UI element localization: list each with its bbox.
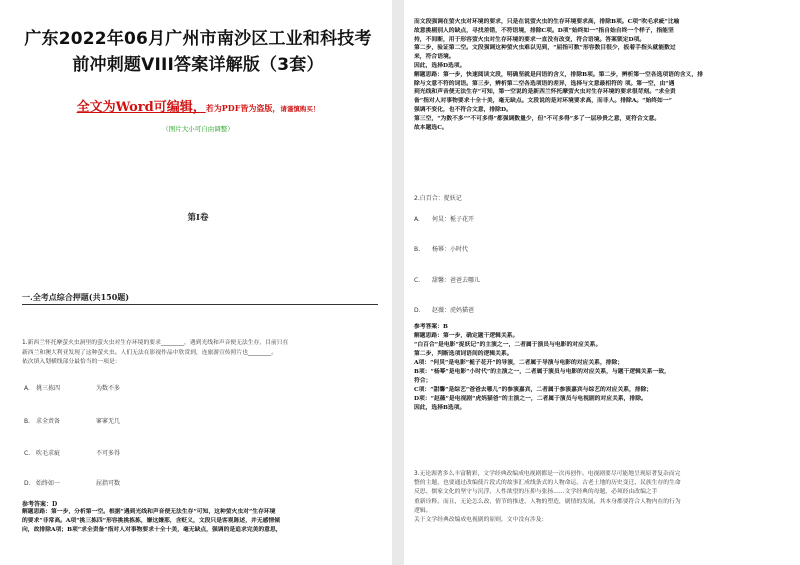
option-letter: D. <box>414 307 421 314</box>
answer-explanation <box>22 508 384 536</box>
section-heading: 一.全考点综合押题(共150题) <box>22 292 130 302</box>
option-a <box>24 383 120 392</box>
question-line: 关于文学经典改编成电视剧的原则，文中没有涉及： <box>414 517 548 524</box>
explanation-line: 而文段强调在萤火虫对环境的要求，只是在说萤火虫的生存环境要求高，排除B项。C项“吹毛求疵”比喻 <box>414 19 680 25</box>
promo-mid: 若为PDF皆为盗版， <box>205 103 281 113</box>
option-text: 杨幂：小时代 <box>432 246 469 253</box>
explanation-line: C项：“甜馨”是综艺“爸爸去哪儿”的参演嘉宾，二者属于参演嘉宾与综艺的对应关系，排除； <box>414 387 653 393</box>
question-line: 1.新西兰怀托摩萤火虫洞里的萤火虫对生存环境的要求________，遇到光线和声音便无法生存，目前只在 <box>22 340 289 346</box>
explanation-line: 符合； <box>414 378 432 384</box>
left-page <box>0 0 392 565</box>
answer-explanation-2 <box>414 323 790 413</box>
option-word: 不可多得 <box>96 450 121 457</box>
explanation-line: 除与文意不符的词语。第三步，辨析第二空各选项语的差异，选择与文意最相符的 项。第一空，由“遇 <box>414 80 675 87</box>
explanation-line: 故意挑剔别人的缺点，寻找差错，不符语境，排除C项。D项“始终如一”指自始自终一个样子，指能坚 <box>414 27 674 34</box>
question-2: 2.白百合：捉妖记 <box>414 195 462 202</box>
question-line: 依次填入划横线部分最恰当的一项是： <box>22 359 121 365</box>
option-c <box>24 448 120 457</box>
option-letter: C. <box>24 450 31 457</box>
question-line: 重新诠释。而且，无论怎么改，情节的推进、人物的塑造，剧情的发展，其本身都要符合人物内在的行为 <box>414 498 681 505</box>
question-line: 整的主题，也要通过改编使片段式的故事汇成线条式的人物命运。古老土地的历史变迁、民族生存的生命 <box>414 480 681 487</box>
option-text: 吹毛求疵 <box>36 450 61 457</box>
explanation-line: 到光线和声音便无法生存”可知，第一空说的是新西兰怀托摩萤火虫对生存环境的要求很苛刻。“求全责 <box>414 89 676 96</box>
page-title <box>8 26 388 78</box>
question-line: 反思、儒家文化的坚守与沉浮、人性欲望的压抑与张扬……文学经典的母题，必须经由改编之手 <box>414 489 658 496</box>
option-text: 甜馨：爸爸去哪儿 <box>432 277 481 284</box>
explanation-line: 持，不间断，用于形容萤火虫对生存环境的要求一直没有改变，符合语境。答案锁定D项。 <box>414 36 646 43</box>
explanation-line: 第三空，“为数不多”“不可多得”都强调数量少，但“不可多得”多了一层珍贵之意，更符合文意。 <box>414 115 661 122</box>
explanation-line: 因此，选择B选项。 <box>414 405 466 411</box>
option-text: 求全责备 <box>36 418 61 425</box>
option-c <box>414 275 480 284</box>
explanation-line: A项：“何炅”是电影“栀子花开”的导演，二者属于导演与电影的对应关系，排除； <box>414 360 624 366</box>
option-b <box>414 244 468 253</box>
question-line: 3.无论源著多么丰富精彩，文学经典改编成电视剧都是一次再创作。电视剧要尽可能地呈现原著复杂而完 <box>414 471 681 477</box>
option-a <box>414 214 474 223</box>
image-note: （图片大小可自由调整） <box>162 125 234 133</box>
promo-banner <box>8 96 388 115</box>
question-line: 新西兰和澳大利亚发现了这种萤火虫。人们无法在影视作品中欣赏到，连旅游宣传照片也________。 <box>22 349 278 356</box>
option-letter: D. <box>24 480 31 487</box>
explanation-line: D项：“赵薇”是电视剧“虎妈猫爸”的主演之一，二者属于演员与电视剧的对应关系，排除。 <box>414 396 647 402</box>
explanation-line: 解题思路：第一步，确定题干逻辑关系。 <box>414 333 519 339</box>
explanation-line: 第二步，判断选项词语间的逻辑关系。 <box>414 351 513 357</box>
answer-reference: 参考答案：D <box>22 501 58 508</box>
explanation-line: 因此，选择D选项。 <box>414 62 466 69</box>
promo-small: 请谨慎购买！ <box>280 105 320 113</box>
option-letter: C. <box>414 277 421 284</box>
question-1 <box>22 339 382 368</box>
option-word: 为数不多 <box>96 385 121 392</box>
explanation-line: 解题思路：第一步，快速阅读文段，明确坚就是问语的含义，排除B项。第二步，辨析第一空各选项语的含义，排 <box>414 71 703 78</box>
explanation-line: 强调不变化，也不符合文意，排除D。 <box>414 106 512 113</box>
explanation-line: 第二步，验证第二空。文段强调这种萤火虫难以见到，“屈指可数”形容数目很少，扳着手指头就能数过 <box>414 45 676 52</box>
question-3 <box>414 470 790 525</box>
title-line-2: 前冲刺题VIII答案详解版（3套） <box>72 55 324 75</box>
explanation-line: 备”指对人对事物要求十全十美，毫无缺点。文段说的是对环境要求高，而非人。排除A。“始终如一” <box>414 98 672 105</box>
option-text: 赵薇：虎妈猫爸 <box>432 307 475 314</box>
option-word: 屈指可数 <box>96 480 121 487</box>
option-letter: A. <box>24 385 30 392</box>
explanation-line: 向，故排除A项；B项“求全责备”指对人对事物要求十全十美，毫无缺点，强调的是追求完美的意思， <box>22 527 282 534</box>
explanation-line: 来，符合语境。 <box>414 54 455 61</box>
option-text: 挑三拣四 <box>36 385 61 392</box>
right-page <box>404 0 800 565</box>
volume-heading: 第Ⅰ卷 <box>187 213 209 223</box>
question-line: 逻辑。 <box>414 507 432 514</box>
option-letter: B. <box>24 418 31 425</box>
option-letter: B. <box>414 246 421 253</box>
option-d <box>414 305 474 314</box>
explanation-line: 解题思路：第一步，分析第一空。根据“遇到光线和声音便无法生存”可知，这种萤火虫对“生存环境 <box>22 509 276 515</box>
explanation-line: “白百合”是电影“捉妖记”的主演之一，二者属于演员与电影的对应关系。 <box>414 342 602 348</box>
explanation-line: B项：“杨幂”是电影“小时代”的主演之一，二者属于演员与电影的对应关系，与题干逻辑关系一致， <box>414 369 670 375</box>
option-text: 始终如一 <box>36 480 61 487</box>
explanation-line: 的要求”非常高。A项“挑三拣四”形容挑挑拣拣，嫌这嫌那，含贬义，文段只是客观陈述，并无感情倾 <box>22 518 280 525</box>
title-line-1: 广东2022年06月广州市南沙区工业和科技考 <box>24 29 372 49</box>
option-text: 何炅：栀子花开 <box>432 216 475 223</box>
option-b <box>24 416 120 425</box>
option-word: 寥寥无几 <box>96 418 121 425</box>
explanation-line: 故本题选C。 <box>414 124 448 131</box>
section-divider <box>22 304 378 305</box>
answer-explanation-continued <box>414 18 786 132</box>
option-letter: A. <box>414 216 420 223</box>
option-d <box>24 478 120 487</box>
explanation-line: 参考答案：B <box>414 324 448 330</box>
promo-big: 全文为Word可编辑， <box>76 100 206 115</box>
